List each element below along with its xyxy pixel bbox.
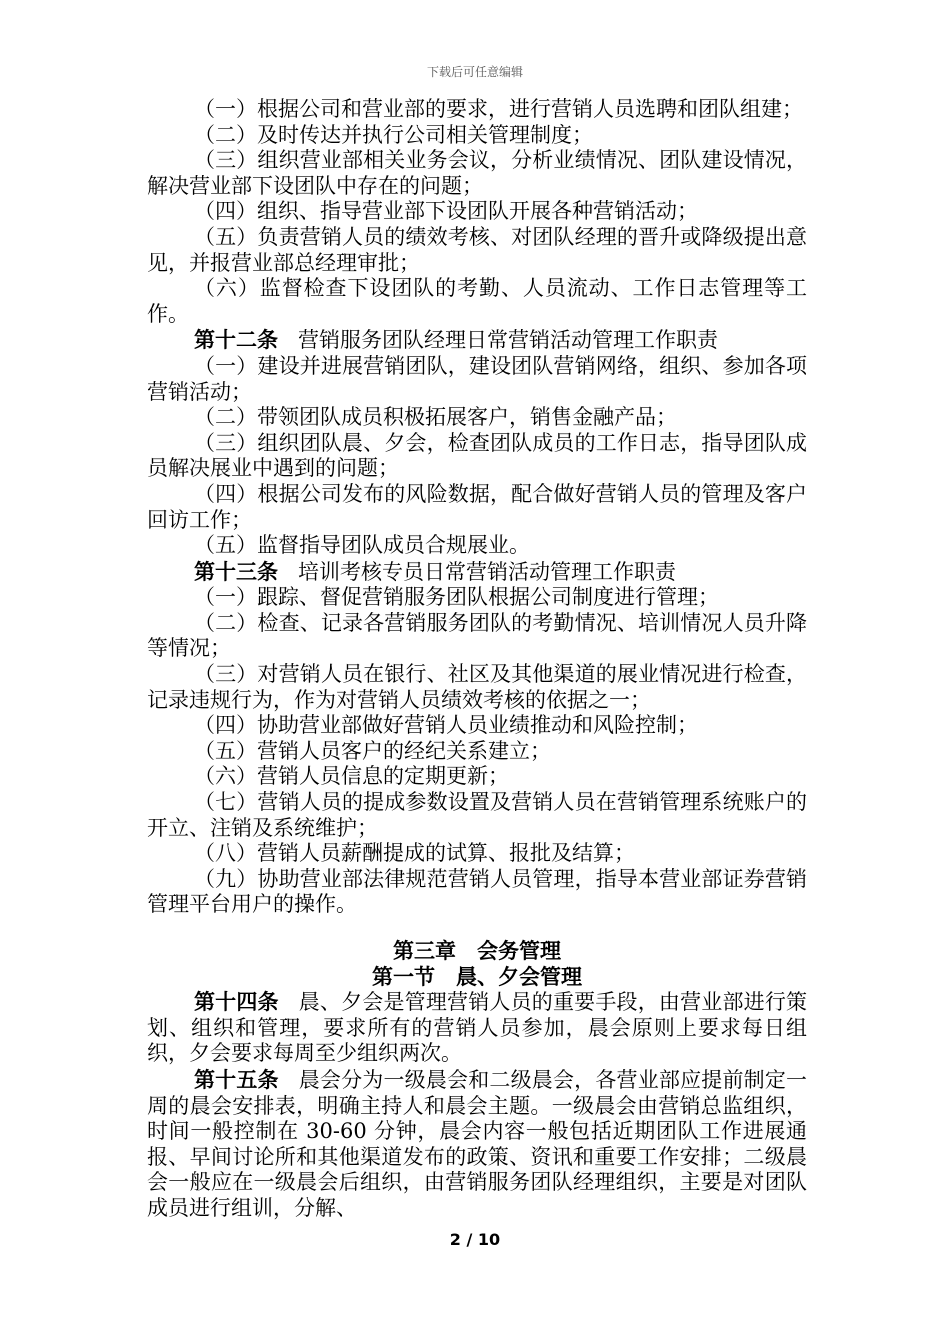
section-title: 第一节 晨、夕会管理 <box>372 963 582 989</box>
art12-item: （四）根据公司发布的风险数据，配合做好营销人员的管理及客户回访工作； <box>147 481 807 532</box>
article-14 <box>147 989 807 1067</box>
art13-item: （八）营销人员薪酬提成的试算、报批及结算； <box>194 841 635 866</box>
article-text: 营销服务团队经理日常营销活动管理工作职责 <box>298 328 718 353</box>
art13-item: （四）协助营业部做好营销人员业绩推动和风险控制； <box>194 713 698 738</box>
art12-item: （五）监督指导团队成员合规展业。 <box>194 533 530 558</box>
page-number: 2 / 10 <box>449 1230 501 1249</box>
art11-item: （六）监督检查下设团队的考勤、人员流动、工作日志管理等工作。 <box>147 276 807 326</box>
document-body <box>147 97 807 1222</box>
article-label: 第十二条 <box>194 327 278 353</box>
art11-item: （四）组织、指导营业部下设团队开展各种营销活动； <box>194 199 698 224</box>
blank-line <box>147 918 807 938</box>
art11-item: （五）负责营销人员的绩效考核、对团队经理的晋升或降级提出意见，并报营业部总经理审批； <box>147 224 807 275</box>
article-label: 第十五条 <box>194 1066 279 1092</box>
art13-item: （六）营销人员信息的定期更新； <box>194 764 509 789</box>
art12-item: （一）建设并进展营销团队，建设团队营销网络，组织、参加各项营销活动； <box>147 353 807 404</box>
art11-item: （三）组织营业部相关业务会议，分析业绩情况、团队建设情况，解决营业部下设团队中存在的问题； <box>147 148 807 198</box>
article-12 <box>147 327 807 354</box>
chapter-title: 第三章 会务管理 <box>393 938 561 963</box>
art13-item: （九）协助营业部法律规范营销人员管理，指导本营业部证券营销管理平台用户的操作。 <box>147 866 807 917</box>
art13-item: （七）营销人员的提成参数设置及营销人员在营销管理系统账户的开立、注销及系统维护； <box>147 790 807 840</box>
art13-item: （一）跟踪、督促营销服务团队根据公司制度进行管理； <box>194 585 719 610</box>
article-label: 第十三条 <box>194 558 278 584</box>
article-label: 第十四条 <box>194 989 279 1015</box>
article-text: 晨、夕会是管理营销人员的重要手段，由营业部进行策划、组织和管理，要求所有的营销人员参加，晨会原则上要求每日组织，夕会要求每周至少组织两次。 <box>147 990 808 1066</box>
article-text: 晨会分为一级晨会和二级晨会，各营业部应提前制定一周的晨会安排表，明确主持人和晨会主题。一级晨会由营销总监组织，时间一般控制在 30-60 分钟，晨会内容一般包括近期团队工作进展通报、早间讨论所和其他渠道发布的政策、资讯和重要工作安排；二级晨会一般应在一级晨会后组织，由营销服务团队经理组织，主要是对团队成员进行组训，分解、 <box>147 1067 808 1220</box>
article-text: 培训考核专员日常营销活动管理工作职责 <box>298 559 676 584</box>
art13-item: （二）检查、记录各营销服务团队的考勤情况、培训情况人员升降等情况； <box>147 610 807 661</box>
page-header-note: 下载后可任意编辑 <box>426 65 523 79</box>
art13-item: （五）营销人员客户的经纪关系建立； <box>194 738 551 763</box>
article-15 <box>147 1067 807 1222</box>
art11-item: （一）根据公司和营业部的要求，进行营销人员选聘和团队组建； <box>194 97 803 121</box>
article-13 <box>147 559 807 586</box>
art11-item: （二）及时传达并执行公司相关管理制度； <box>194 122 593 147</box>
art12-item: （三）组织团队晨、夕会，检查团队成员的工作日志，指导团队成员解决展业中遇到的问题； <box>147 430 807 481</box>
art12-item: （二）带领团队成员积极拓展客户，销售金融产品； <box>194 405 677 430</box>
art13-item: （三）对营销人员在银行、社区及其他渠道的展业情况进行检查，记录违规行为，作为对营销人员绩效考核的依据之一； <box>147 662 807 712</box>
